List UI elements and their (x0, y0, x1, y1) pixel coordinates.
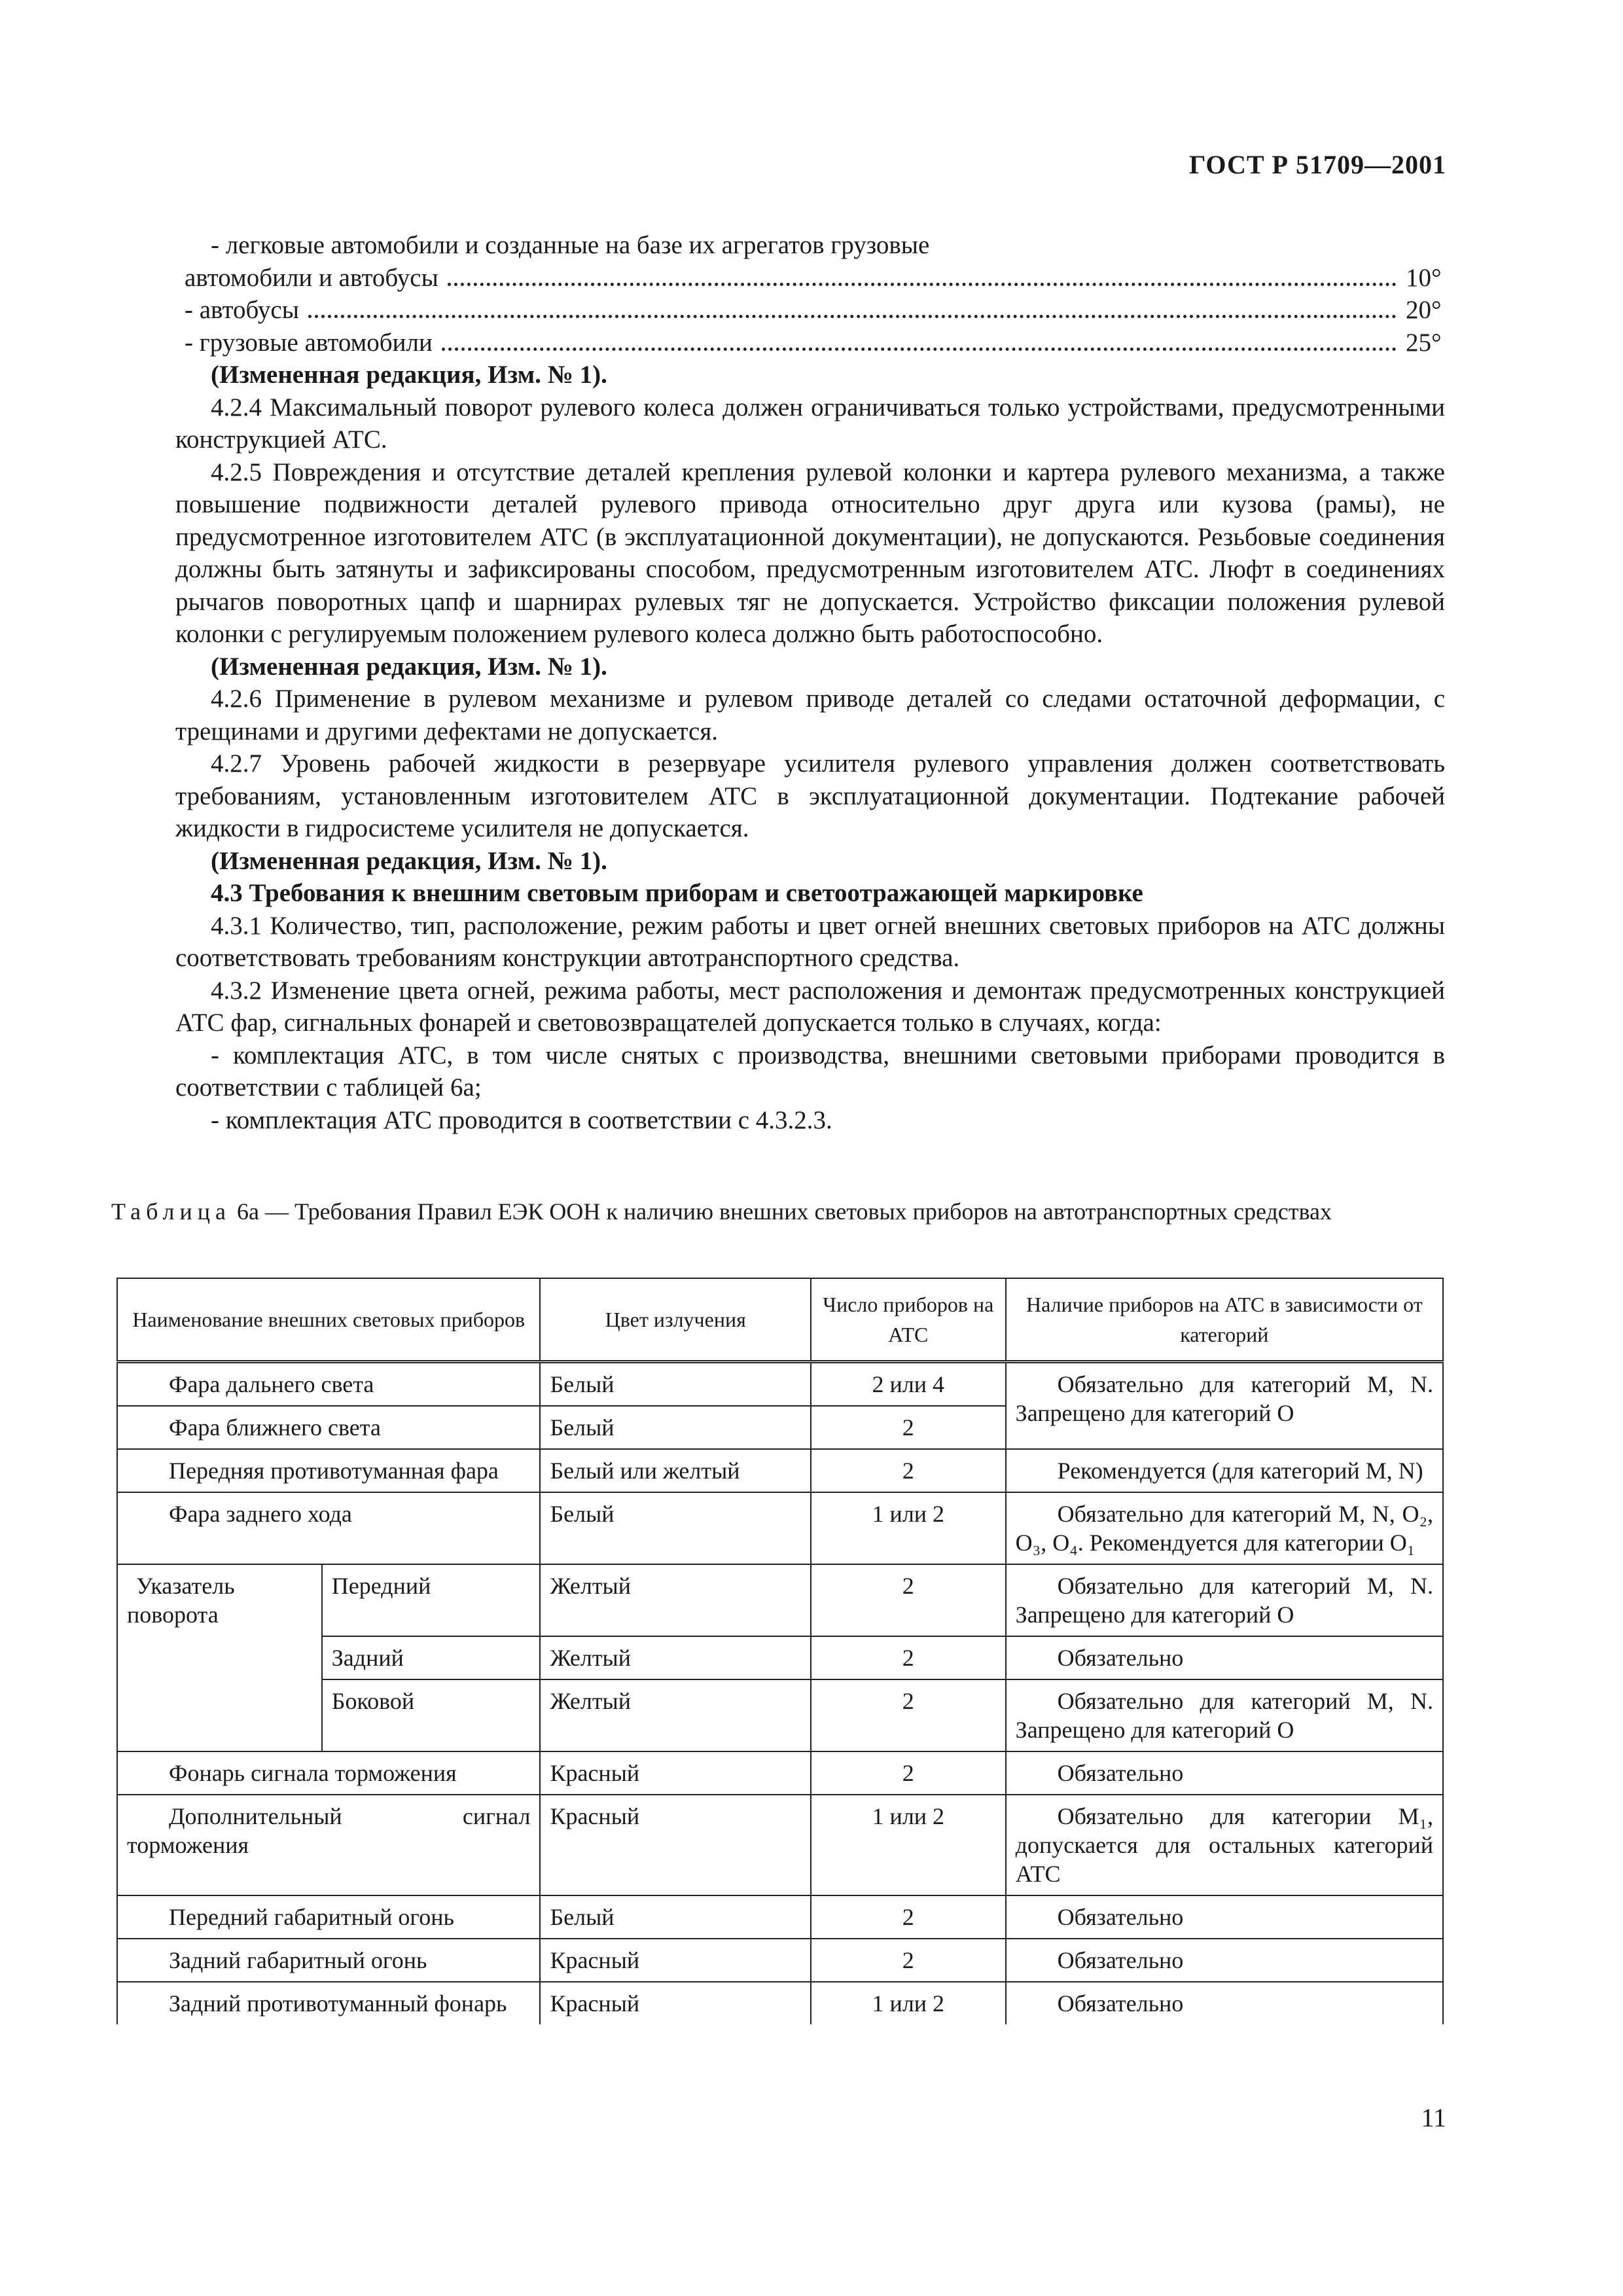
bullet-item: - комплектация АТС проводится в соответствии с 4.3.2.3. (211, 1105, 832, 1134)
device-group-name: Указатель поворота (117, 1564, 322, 1751)
angle-label: - грузовые автомобили (185, 328, 433, 357)
light-color: Белый или желтый (540, 1449, 811, 1492)
device-name: Фонарь сигнала торможения (117, 1751, 540, 1795)
table-row (117, 1982, 1443, 2024)
presence-requirement: Обязательно для категории М₁, допускается для остальных категорий АТС (1006, 1795, 1443, 1895)
column-header-name: Наименование внешних световых приборов (117, 1278, 540, 1362)
amendment-note: (Измененная редакция, Изм. № 1). (211, 652, 607, 681)
device-name: Фара дальнего света (117, 1362, 540, 1407)
presence-requirement: Обязательно для категорий М, N. Запрещено для категорий О (1006, 1362, 1443, 1450)
presence-requirement: Рекомендуется (для категорий М, N) (1006, 1449, 1443, 1492)
angle-label: автомобили и автобусы (185, 263, 438, 292)
amendment-note: (Измененная редакция, Изм. № 1). (211, 361, 607, 389)
device-name: Передняя противотуманная фара (117, 1449, 540, 1492)
list-intro: - легковые автомобили и созданные на базе их агрегатов грузовые (211, 231, 930, 259)
table-row (117, 1492, 1443, 1564)
presence-requirement: Обязательно (1006, 1636, 1443, 1679)
column-header-presence: Наличие приборов на АТС в зависимости от категорий (1006, 1278, 1443, 1362)
light-color: Красный (540, 1751, 811, 1795)
table-row (117, 1449, 1443, 1492)
presence-requirement: Обязательно (1006, 1982, 1443, 2024)
device-name: Фара заднего хода (117, 1492, 540, 1564)
device-count: 2 (811, 1636, 1006, 1679)
angle-row (175, 327, 1445, 359)
clause-4-2-7: 4.2.7 Уровень рабочей жидкости в резервуаре усилителя рулевого управления должен соответствовать требованиям, установленным изготовителем АТС в эксплуатационной документации. Подтекание рабочей жидкости в гидросистеме усилителя не допускается. (175, 749, 1445, 842)
light-color: Красный (540, 1939, 811, 1982)
light-color: Белый (540, 1492, 811, 1564)
clause-4-2-4: 4.2.4 Максимальный поворот рулевого колеса должен ограничиваться только устройствами, предусмотренными конструкцией АТС. (175, 393, 1445, 454)
amendment-note: (Измененная редакция, Изм. № 1). (211, 846, 607, 875)
body-text (175, 229, 1445, 1136)
device-subtype: Боковой (322, 1679, 541, 1751)
dot-leader (442, 348, 1397, 351)
device-count: 2 (811, 1679, 1006, 1751)
presence-requirement: Обязательно (1006, 1939, 1443, 1982)
device-count: 2 (811, 1406, 1006, 1449)
device-count: 2 (811, 1449, 1006, 1492)
device-subtype: Задний (322, 1636, 541, 1679)
column-header-color: Цвет излучения (540, 1278, 811, 1362)
presence-requirement: Обязательно для категорий М, N. Запрещено для категорий О (1006, 1564, 1443, 1636)
device-name: Фара ближнего света (117, 1406, 540, 1449)
device-count: 2 (811, 1751, 1006, 1795)
table-row (117, 1795, 1443, 1895)
table-row (117, 1895, 1443, 1939)
lighting-requirements-table (116, 1278, 1444, 2024)
table-row (117, 1751, 1443, 1795)
clause-4-2-6: 4.2.6 Применение в рулевом механизме и рулевом приводе деталей со следами остаточной деформации, с трещинами и другими дефектами не допускается. (175, 685, 1445, 745)
light-color: Желтый (540, 1679, 811, 1751)
presence-requirement: Обязательно для категорий М, N, О₂, О₃, О₄. Рекомендуется для категории О₁ (1006, 1492, 1443, 1564)
table-row (117, 1564, 1443, 1636)
device-name: Задний противотуманный фонарь (117, 1982, 540, 2024)
light-color: Белый (540, 1362, 811, 1407)
table-caption-label: Таблица (111, 1198, 231, 1225)
table-header-row (117, 1278, 1443, 1362)
presence-requirement: Обязательно для категорий М, N. Запрещено для категорий О (1006, 1679, 1443, 1751)
light-color: Белый (540, 1406, 811, 1449)
clause-4-2-5: 4.2.5 Повреждения и отсутствие деталей крепления рулевой колонки и картера рулевого механизма, а также повышение подвижности деталей рулевого привода относительно друг друга или кузова (рамы), не предусмотренное изготовителем АТС (в эксплуатационной документации), не допускаются. Резьбовые соединения должны быть затянуты и зафиксированы способом, предусмотренным изготовителем АТС. Люфт в соединениях рычагов поворотных цапф и шарнирах рулевых тяг не допускается. Устройство фиксации положения рулевой колонки с регулируемым положением рулевого колеса должно быть работоспособно. (175, 457, 1445, 648)
document-standard-id: ГОСТ Р 51709—2001 (1188, 150, 1446, 179)
device-name: Дополнительный сигнал торможения (117, 1795, 540, 1895)
angle-value: 20° (1406, 296, 1442, 324)
angle-value: 25° (1406, 328, 1442, 357)
device-count: 2 (811, 1564, 1006, 1636)
angle-row (175, 294, 1445, 327)
angle-value: 10° (1406, 263, 1442, 292)
light-color: Красный (540, 1982, 811, 2024)
device-subtype: Передний (322, 1564, 541, 1636)
table-row (117, 1362, 1443, 1407)
device-name: Передний габаритный огонь (117, 1895, 540, 1939)
light-color: Белый (540, 1895, 811, 1939)
dot-leader (448, 283, 1397, 286)
bullet-item: - комплектация АТС, в том числе снятых с производства, внешними световыми приборами проводится в соответствии с таблицей 6а; (175, 1041, 1445, 1102)
device-count: 1 или 2 (811, 1982, 1006, 2024)
device-count: 2 (811, 1895, 1006, 1939)
light-color: Желтый (540, 1636, 811, 1679)
light-color: Желтый (540, 1564, 811, 1636)
device-count: 1 или 2 (811, 1795, 1006, 1895)
presence-requirement: Обязательно (1006, 1895, 1443, 1939)
angle-label: - автобусы (185, 296, 299, 324)
dot-leader (308, 315, 1397, 318)
device-count: 2 (811, 1939, 1006, 1982)
table-caption (111, 1196, 1446, 1227)
table-caption-text: 6а — Требования Правил ЕЭК ООН к наличию внешних световых приборов на автотранспортных средствах (230, 1198, 1332, 1225)
device-name: Задний габаритный огонь (117, 1939, 540, 1982)
clause-4-3-1: 4.3.1 Количество, тип, расположение, режим работы и цвет огней внешних световых приборов на АТС должны соответствовать требованиям конструкции автотранспортного средства. (175, 911, 1445, 972)
clause-4-3-2: 4.3.2 Изменение цвета огней, режима работы, мест расположения и демонтаж предусмотренных конструкцией АТС фар, сигнальных фонарей и световозвращателей допускается только в случаях, когда: (175, 976, 1445, 1037)
page-number: 11 (1421, 2103, 1446, 2132)
presence-requirement: Обязательно (1006, 1751, 1443, 1795)
table-row (117, 1939, 1443, 1982)
section-heading-4-3: 4.3 Требования к внешним световым приборам и светоотражающей маркировке (211, 879, 1143, 907)
column-header-count: Число приборов на АТС (811, 1278, 1006, 1362)
light-color: Красный (540, 1795, 811, 1895)
angle-row (175, 262, 1445, 295)
device-count: 1 или 2 (811, 1492, 1006, 1564)
device-count: 2 или 4 (811, 1362, 1006, 1407)
